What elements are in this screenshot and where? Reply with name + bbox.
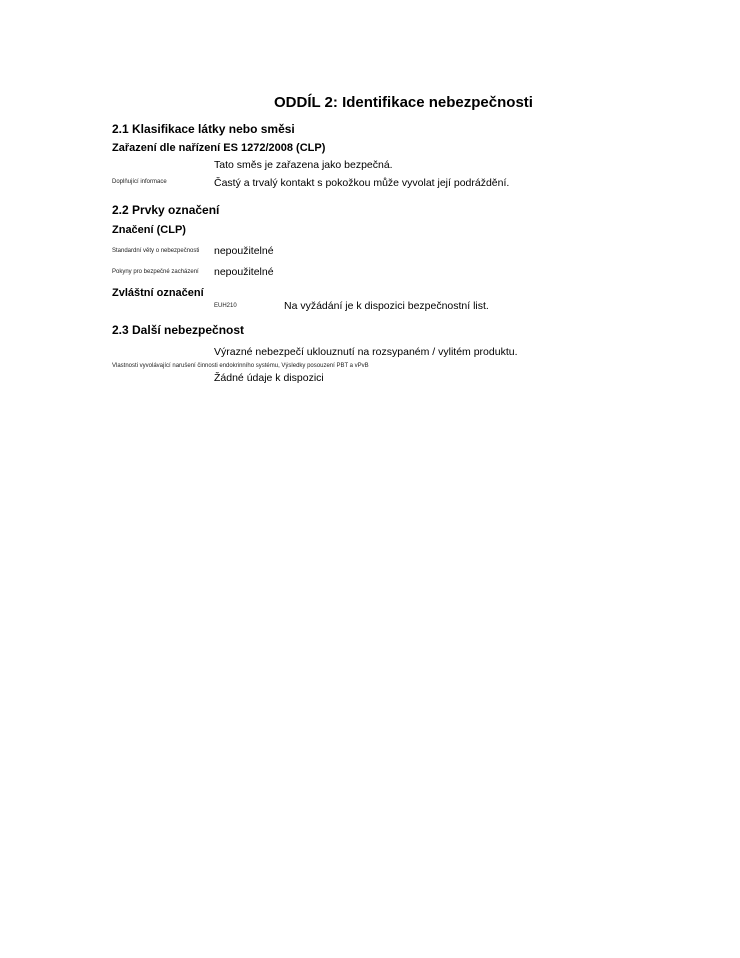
precautionary-statements-value: nepoužitelné [214,266,274,278]
hazard-statements-label: Standardní věty o nebezpečnosti [112,248,200,254]
clp-labelling-subheading: Značení (CLP) [112,224,186,236]
precautionary-statements-label: Pokyny pro bezpečné zacházení [112,269,199,275]
section-title: ODDÍL 2: Identifikace nebezpečnosti [274,94,533,111]
hazard-statements-value: nepoužitelné [214,245,274,257]
supplementary-info-label: Doplňující informace [112,179,167,185]
clp-classification-subheading: Zařazení dle nařízení ES 1272/2008 (CLP) [112,142,326,154]
heading-2-3: 2.3 Další nebezpečnost [112,323,245,337]
heading-2-1: 2.1 Klasifikace látky nebo směsi [112,122,295,136]
supplementary-info-text: Častý a trvalý kontakt s pokožkou může vyvolat její podráždění. [214,177,510,189]
euh-text: Na vyžádání je k dispozici bezpečnostní list. [284,300,489,312]
classification-text: Tato směs je zařazena jako bezpečná. [214,159,393,171]
special-labelling-heading: Zvláštní označení [112,287,204,299]
euh-code: EUH210 [214,303,237,309]
heading-2-2: 2.2 Prvky označení [112,203,220,217]
other-hazard-text: Výrazné nebezpečí uklouznutí na rozsypaném / vylitém produktu. [214,346,518,358]
endocrine-pbt-label: Vlastnosti vyvolávající narušení činnosti endokrinního systému, Výsledky posouzení PBT a vPvB [112,363,369,369]
endocrine-pbt-value: Žádné údaje k dispozici [214,372,324,384]
